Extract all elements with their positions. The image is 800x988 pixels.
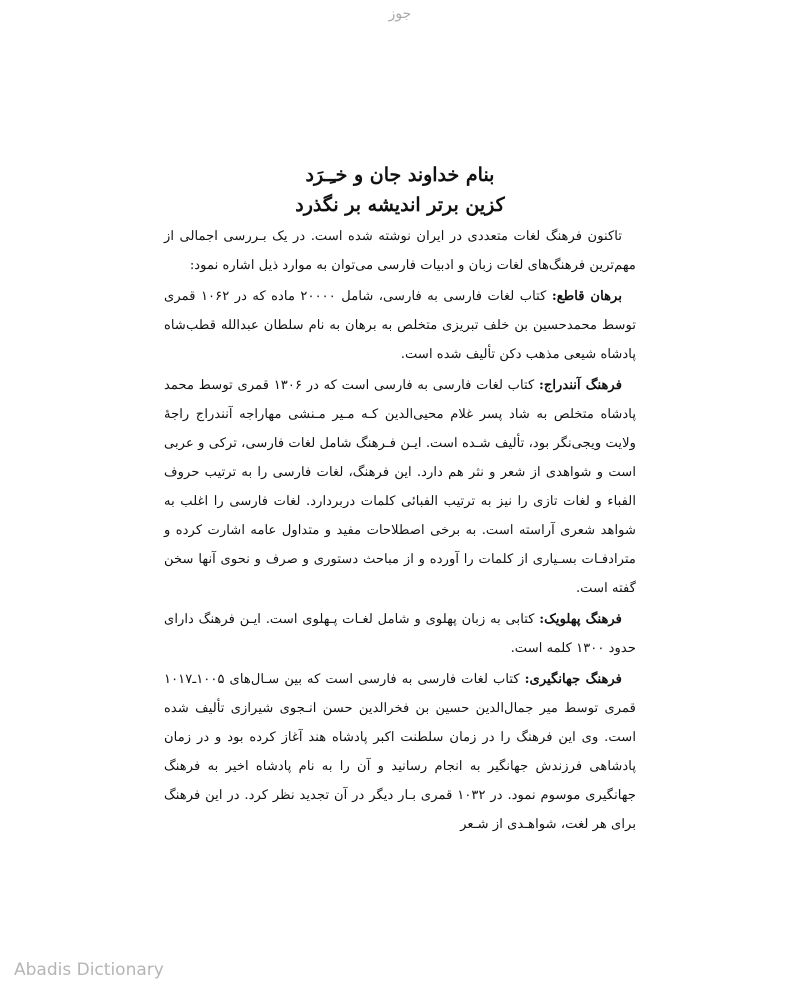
poem-line-1: بنام خداوند جان و خـِـرَد [305,164,495,186]
entry-paragraph [164,371,636,603]
article-body [164,222,636,839]
entry-term: برهان قاطع: [551,289,622,304]
entry-text: کتاب لغات فارسی به فارسی است که بین سـال‌های ۱۰۰۵ـ۱۰۱۷ قمری توسط میر جمال‌الدین حسین بن فخرالدین حسن انـجوی شیرازی تألیف شده است. وی این فرهنگ را در زمان سلطنت اکبر پادشاه هند آغاز کرده بود و در زمان پادشاهی فرزندش جهانگیر به انجام رسانید و آن را به نام پادشاه اخیر به فرهنگ جهانگیری موسوم نمود. در ۱۰۳۲ قمری بـار دیگر در آن تجدید نظر کرد. در این فرهنگ برای هر لغت، شواهـدی از شـعر [164,672,636,832]
entry-text: کتابی به زبان پهلوی و شامل لغـات پـهلوی است. ایـن فرهنگ دارای حدود ۱۳۰۰ کلمه است. [164,612,636,656]
poem-title [0,160,800,220]
entry-paragraph [164,665,636,839]
entry-term: فرهنگ پهلویک: [539,612,622,627]
entry-text: کتاب لغات فارسی به فارسی است که در ۱۳۰۶ قمری توسط محمد پادشاه متخلص به شاد پسر غلام محیی‌الدین کـه مـیر مـنشی مهاراجه آنندراج راجهٔ ولایت ویجی‌نگر بود، تألیف شـده است. ایـن فـرهنگ شامل لغات فارسی، ترکی و عربی است و شواهدی از شعر و نثر هم دارد. این فرهنگ، لغات فارسی را به ترتیب حروف الفباء و لغات تازی را نیز به ترتیب الفبائی کلمات دربردارد. لغات فارسی را اغلب به شواهد شعری آراسته است. به برخی اصطلاحات مفید و متداول عامه اشارت کرده و مترادفـات بسـیاری از کلمات را آورده و از مباحث دستوری و صرف و نحوی آنها سخن گفته است. [164,378,636,596]
intro-paragraph: تاکنون فرهنگ لغات متعددی در ایران نوشته شده است. در یک بـررسی اجمالی از مهم‌ترین فرهنگ‌های لغات زبان و ادبیات فارسی می‌توان به موارد ذیل اشاره نمود: [164,229,636,273]
entry-text: کتاب لغات فارسی به فارسی، شامل ۲۰۰۰۰ ماده که در ۱۰۶۲ قمری توسط محمدحسین بن خلف تبریزی متخلص به برهان به نام سلطان عبدالله قطب‌شاه پادشاه شیعی مذهب دکن تألیف شده است. [164,289,636,362]
entry-paragraph [164,605,636,663]
entry-term: فرهنگ جهانگیری: [524,672,622,687]
entry-term: فرهنگ آنندراج: [538,378,623,393]
watermark-text: Abadis Dictionary [14,960,164,980]
entry-paragraph [164,282,636,369]
page-top-label: جوز [388,6,412,22]
poem-line-2: کزین برتر اندیشه بر نگذرد [295,194,505,216]
